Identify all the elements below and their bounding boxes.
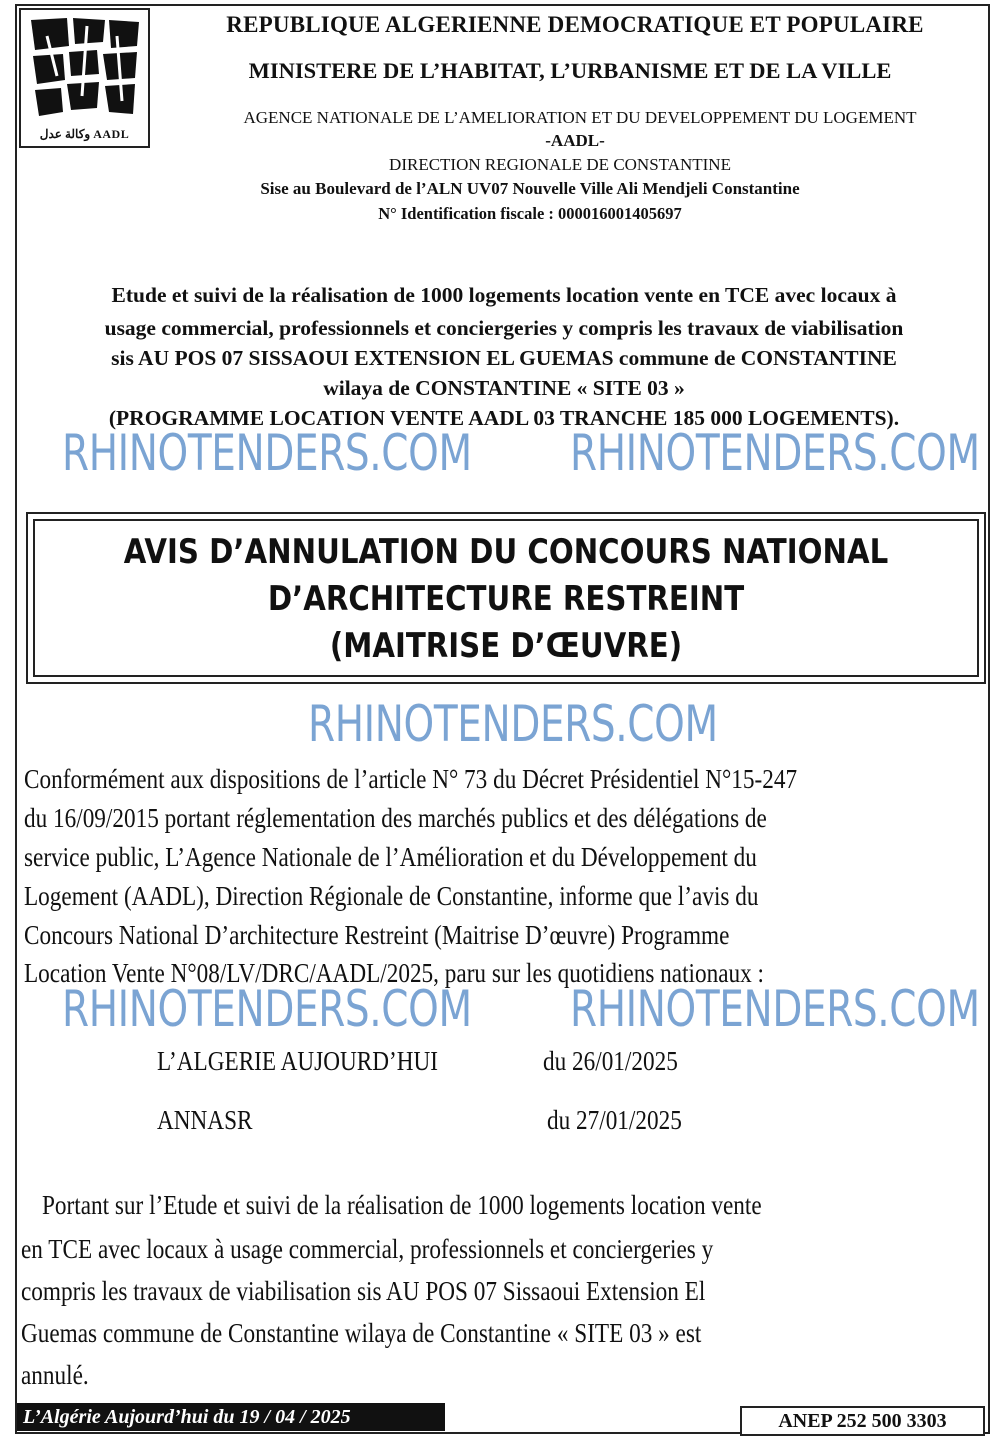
notice-title-line: D’ARCHITECTURE RESTREINT: [267, 579, 745, 619]
paragraph-line: compris les travaux de viabilisation sis AU POS 07 Sissaoui Extension El: [21, 1276, 706, 1306]
paragraph-line: Portant sur l’Etude et suivi de la réalisation de 1000 logements location vente: [42, 1190, 762, 1220]
paragraph-line: Concours National D’architecture Restreint (Maitrise D’œuvre) Programme: [24, 920, 730, 950]
subject-line: Etude et suivi de la réalisation de 1000 logements location vente en TCE avec locaux à: [111, 283, 897, 307]
paragraph-line: annulé.: [21, 1360, 89, 1390]
header-line-republic: REPUBLIQUE ALGERIENNE DEMOCRATIQUE ET POPULAIRE: [226, 12, 924, 37]
paragraph-line: Conformément aux dispositions de l’article N° 73 du Décret Présidentiel N°15-247: [24, 764, 798, 794]
header-line-ministry: MINISTERE DE L’HABITAT, L’URBANISME ET DE LA VILLE: [248, 58, 892, 83]
subject-line: sis AU POS 07 SISSAOUI EXTENSION EL GUEMAS commune de CONSTANTINE: [111, 346, 897, 370]
subject-line: wilaya de CONSTANTINE « SITE 03 »: [323, 376, 685, 400]
subject-line: usage commercial, professionnels et conciergeries y compris les travaux de viabilisation: [104, 316, 904, 340]
watermark: RHINOTENDERS.COM: [308, 695, 718, 753]
paragraph-line: Logement (AADL), Direction Régionale de Constantine, informe que l’avis du: [24, 881, 759, 911]
paragraph-line: du 16/09/2015 portant réglementation des marchés publics et des délégations de: [24, 803, 767, 833]
header-line-agency: AGENCE NATIONALE DE L’AMELIORATION ET DU DEVELOPPEMENT DU LOGEMENT: [243, 108, 917, 127]
watermark: RHINOTENDERS.COM: [62, 980, 472, 1038]
logo-caption: ﻭﻛﺎﻟﺔ ﻋﺪﻝ AADL: [39, 127, 130, 141]
paragraph-line: service public, L’Agence Nationale de l’Amélioration et du Développement du: [24, 842, 757, 872]
paragraph-line: Guemas commune de Constantine wilaya de Constantine « SITE 03 » est: [21, 1318, 702, 1348]
header-line-acronym: -AADL-: [545, 131, 605, 150]
header-line-address: Sise au Boulevard de l’ALN UV07 Nouvelle Ville Ali Mendjeli Constantine: [260, 179, 800, 198]
header-line-tax-id: N° Identification fiscale : 000016001405697: [378, 204, 682, 223]
publication-name: L’ALGERIE AUJOURD’HUI: [157, 1046, 438, 1076]
notice-title-box: [26, 512, 986, 684]
notice-title-line: (MAITRISE D’ŒUVRE): [329, 626, 683, 666]
publication-name: ANNASR: [157, 1105, 253, 1135]
watermark: RHINOTENDERS.COM: [62, 424, 472, 482]
notice-title: [33, 519, 979, 677]
paragraph-line: en TCE avec locaux à usage commercial, professionnels et conciergeries y: [21, 1234, 714, 1264]
header-line-direction: DIRECTION REGIONALE DE CONSTANTINE: [389, 155, 731, 174]
watermark: RHINOTENDERS.COM: [570, 424, 980, 482]
newspaper-footer: L’Algérie Aujourd’hui du 19 / 04 / 2025: [17, 1403, 445, 1431]
subject-line: (PROGRAMME LOCATION VENTE AADL 03 TRANCHE 185 000 LOGEMENTS).: [108, 406, 900, 430]
watermark: RHINOTENDERS.COM: [570, 980, 980, 1038]
publication-date: du 26/01/2025: [543, 1046, 678, 1076]
anep-reference: ANEP 252 500 3303: [740, 1406, 985, 1436]
paragraph-line: Location Vente N°08/LV/DRC/AADL/2025, paru sur les quotidiens nationaux :: [24, 958, 765, 988]
publication-date: du 27/01/2025: [547, 1105, 682, 1135]
notice-title-line: AVIS D’ANNULATION DU CONCOURS NATIONAL: [123, 532, 889, 572]
